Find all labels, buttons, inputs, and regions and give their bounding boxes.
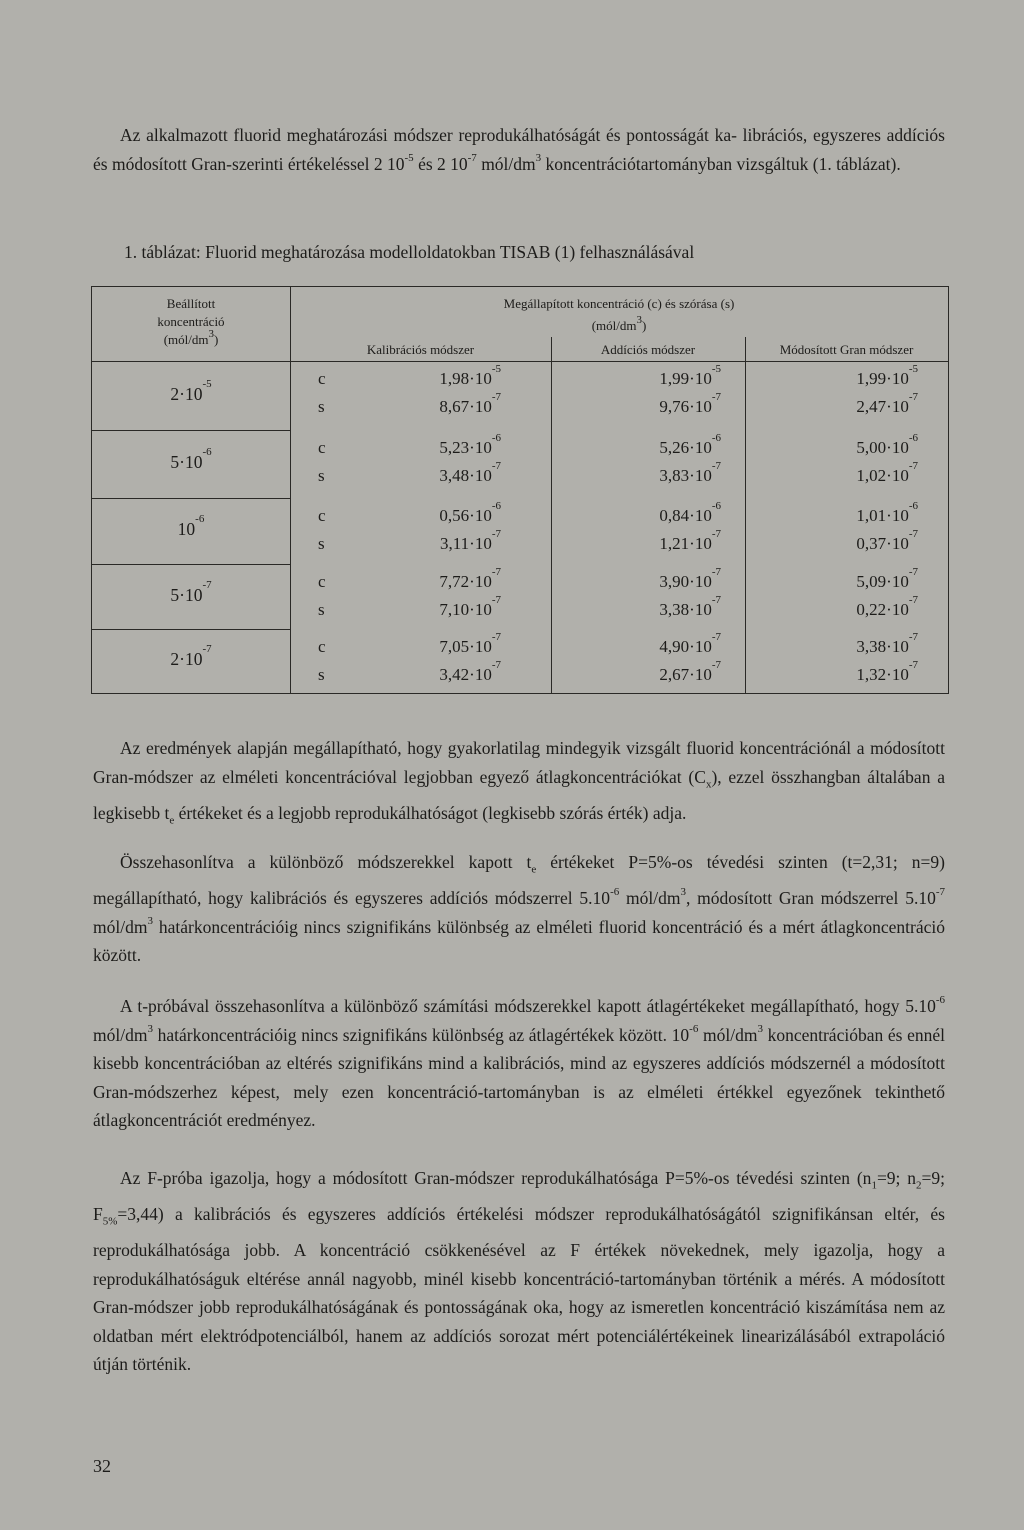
p3-exp: 3: [757, 1022, 763, 1035]
p3-text-b: mól/dm: [93, 1024, 148, 1045]
intro-line-2b: és 2 10: [413, 153, 468, 174]
intro-line-2a: librációs, egyszeres addíciós és módosított Gran-szerinti értékeléssel 2 10: [93, 125, 945, 174]
value-mantissa: 0,84·10: [659, 506, 712, 525]
std-value: [551, 594, 745, 620]
std-value: [551, 391, 745, 417]
mean-value: [551, 631, 745, 657]
value-exponent: -7: [491, 460, 501, 472]
p3-exp: -6: [689, 1022, 699, 1035]
paragraph-4: [93, 1164, 945, 1379]
mean-label: c: [318, 438, 326, 457]
p2-sub-e: e: [531, 863, 537, 876]
intro-line-3a: mól/dm: [481, 153, 536, 174]
std-value: [290, 594, 551, 620]
value-exponent: -7: [491, 391, 501, 403]
row-divider: [92, 430, 290, 431]
std-label: s: [318, 534, 325, 553]
value-mantissa: 3,38·10: [856, 637, 909, 656]
mean-value: [290, 500, 551, 526]
value-mantissa: 7,10·10: [439, 600, 492, 619]
p2-text-b: értékeket P=5%-os tévedési szinten (t=2,31; n=9) megállapítható, hogy kalibrációs és egyszeres addíciós módszerrel 5.10: [93, 852, 946, 908]
value-exponent: -7: [711, 528, 721, 540]
set-concentration: [92, 643, 290, 670]
p4-text-b: =9; n: [876, 1168, 917, 1188]
std-label: s: [318, 466, 325, 485]
header-unit: (mól/dm: [163, 332, 209, 347]
intro-exp-2: -7: [467, 151, 477, 164]
mean-value: [745, 566, 948, 592]
value-mantissa: 9,76·10: [659, 397, 712, 416]
p4-text-c: =9; F: [93, 1168, 945, 1224]
value-exponent: -6: [491, 500, 501, 512]
value-exponent: -6: [491, 432, 501, 444]
value-mantissa: 0,37·10: [856, 534, 909, 553]
value-mantissa: 8,67·10: [439, 397, 492, 416]
p4-sub: 5%: [102, 1215, 118, 1228]
value-mantissa: 1,98·10: [439, 369, 492, 388]
p2-text-f: határkoncentrációig nincs szignifikáns különbség az elméleti fluorid koncentráció és a mért átlagkoncentráció között.: [93, 916, 945, 965]
header-rule: [92, 361, 948, 362]
concentration-exponent: -7: [202, 643, 212, 655]
concentration-exponent: -6: [202, 446, 212, 458]
row-divider: [92, 629, 290, 630]
p2-exp: 3: [147, 914, 153, 927]
row-divider: [92, 498, 290, 499]
p3-text-e: koncentrációban és ennél kisebb koncentrációban az eltérés szignifikáns mind a kalibrációs, mind az egyszeres addíciós módszernél a módosított Gran-módszerhez képest, mely ezen koncentráció-tartományban is az elméleti értékkel egyezőnek tekinthető átlagkoncentrációt eredményez.: [93, 1024, 945, 1130]
value-exponent: -6: [711, 432, 721, 444]
results-table: [91, 286, 949, 694]
row-divider: [92, 564, 290, 565]
concentration-base: 5·10: [170, 584, 203, 605]
mean-value: [290, 432, 551, 458]
value-mantissa: 3,83·10: [659, 466, 712, 485]
std-value: [290, 391, 551, 417]
value-mantissa: 1,32·10: [856, 665, 909, 684]
intro-exp-1: -5: [404, 151, 414, 164]
header-line: Beállított: [166, 296, 216, 311]
value-exponent: -6: [908, 432, 918, 444]
std-value: [745, 594, 948, 620]
value-mantissa: 1,02·10: [856, 466, 909, 485]
value-exponent: -7: [908, 391, 918, 403]
p1-text-a: Az eredmények alapján megállapítható, hogy gyakorlatilag mindegyik vizsgált fluorid koncentrációnál a módosított Gran-módszer az elméleti koncentrációval legjobban egyező átlagkoncentrációkat (C: [93, 738, 945, 787]
concentration-exponent: -5: [202, 377, 212, 390]
p3-text-a: A t-próbával összehasonlítva a különböző számítási módszerekkel kapott átlagértékeket megállapítható, hogy 5.10: [120, 996, 936, 1016]
value-exponent: -7: [491, 659, 501, 671]
std-value: [290, 659, 551, 685]
concentration-exponent: -6: [195, 513, 205, 525]
value-exponent: -7: [711, 631, 721, 643]
value-exponent: -7: [908, 528, 918, 540]
p4-text-a: Az F-próba igazolja, hogy a módosított Gran-módszer reprodukálhatósága P=5%-os tévedési szinten (n: [120, 1168, 872, 1188]
value-mantissa: 5,26·10: [659, 438, 712, 457]
value-mantissa: 2,47·10: [856, 397, 909, 416]
value-exponent: -7: [711, 566, 721, 578]
concentration-base: 2·10: [170, 383, 203, 404]
value-mantissa: 3,38·10: [659, 600, 712, 619]
value-exponent: -7: [711, 460, 721, 472]
value-mantissa: 4,90·10: [659, 637, 712, 656]
header-main-unit: [290, 314, 948, 335]
intro-line-1: Az alkalmazott fluorid meghatározási módszer reprodukálhatóságát és pontosságát ka-: [120, 125, 737, 145]
p2-text-e: mól/dm: [93, 916, 148, 937]
value-mantissa: 7,05·10: [439, 637, 492, 656]
mean-value: [745, 432, 948, 458]
mean-value: [745, 631, 948, 657]
concentration-base: 10: [177, 519, 196, 539]
mean-value: [551, 566, 745, 592]
value-exponent: -5: [711, 363, 721, 375]
header-line: koncentráció: [157, 314, 225, 329]
value-exponent: -7: [711, 391, 721, 403]
p2-exp: -7: [935, 886, 945, 898]
value-mantissa: 3,11·10: [440, 534, 492, 553]
header-unit-close: ): [213, 332, 219, 347]
value-exponent: -7: [491, 594, 501, 606]
std-value: [745, 460, 948, 486]
std-value: [290, 460, 551, 486]
p4-sub: 1: [871, 1179, 877, 1192]
value-exponent: -7: [711, 594, 721, 606]
p2-exp: -6: [610, 886, 620, 898]
std-value: [745, 659, 948, 685]
value-mantissa: 1,01·10: [856, 506, 909, 525]
value-mantissa: 5,09·10: [856, 572, 909, 591]
value-exponent: -7: [491, 566, 501, 578]
p2-text-d: , módosított Gran módszerrel 5.10: [686, 888, 936, 908]
p2-text-c: mól/dm: [619, 888, 681, 908]
paragraph-2: [93, 848, 945, 970]
concentration-base: 5·10: [170, 452, 203, 472]
paragraph-1: [93, 734, 945, 835]
header-unit-exp: 3: [636, 314, 642, 326]
mean-label: c: [318, 506, 326, 525]
value-exponent: -7: [908, 594, 918, 606]
method-calibration: Kalibrációs módszer: [366, 342, 475, 357]
p1-sub-x: x: [705, 778, 712, 790]
std-value: [745, 528, 948, 554]
set-concentration: [92, 578, 290, 606]
std-label: s: [318, 397, 325, 416]
mean-value: [551, 500, 745, 526]
intro-exp-3: 3: [535, 151, 542, 164]
mean-label: c: [318, 369, 326, 388]
p2-exp: 3: [680, 886, 686, 898]
value-mantissa: 5,00·10: [856, 438, 909, 457]
mean-label: c: [318, 572, 326, 591]
value-mantissa: 2,67·10: [659, 665, 712, 684]
p3-text-d: mól/dm: [698, 1024, 758, 1045]
p1-text-b: ), ezzel összhangban általában a legkisebb t: [93, 766, 945, 823]
std-label: s: [318, 665, 325, 684]
mean-value: [290, 631, 551, 657]
paragraph-3: [93, 992, 945, 1135]
p1-sub-e: e: [169, 814, 175, 826]
p1-text-c: értékeket és a legjobb reprodukálhatóságot (legkisebb szórás érték) adja.: [174, 802, 687, 823]
mean-value: [551, 432, 745, 458]
mean-value: [290, 363, 551, 389]
value-mantissa: 1,99·10: [856, 369, 909, 388]
p2-text-a: Összehasonlítva a különböző módszerekkel kapott t: [120, 852, 532, 872]
p3-text-c: határkoncentrációig nincs szignifikáns különbség az átlagértékek között. 10: [152, 1024, 690, 1045]
header-line: [92, 328, 290, 349]
std-value: [745, 391, 948, 417]
std-value: [551, 460, 745, 486]
value-mantissa: 1,21·10: [659, 534, 712, 553]
mean-value: [745, 500, 948, 526]
value-mantissa: 3,90·10: [659, 572, 712, 591]
intro-paragraph: [93, 121, 945, 178]
mean-value: [745, 363, 948, 389]
value-mantissa: 7,72·10: [439, 572, 492, 591]
header-unit: (mól/dm: [591, 318, 637, 333]
value-exponent: -7: [908, 566, 918, 578]
std-label: s: [318, 600, 325, 619]
value-mantissa: 3,48·10: [439, 466, 492, 485]
method-addition: Addíciós módszer: [600, 342, 696, 357]
header-unit-exp: 3: [208, 328, 214, 340]
p4-text-d: =3,44) a kalibrációs és egyszeres addíciós értékelési módszer reprodukálhatóságától szignifikánsan eltér, és reprodukálhatósága jobb. A koncentráció csökkenésével az F értékek növekednek, mely igazolja, hogy a reprodukálhatóságuk eltérése annál nagyobb, minél kisebb koncentráció-tartományban történik a mérés. A módosított Gran-módszer jobb reprodukálhatóságának és pontosságának oka, hogy az ismeretlen koncentráció kiszámítása nem az oldatban mért elektródpotenciálból, hanem az addíciós sorozat mért potenciálértékeinek linearizálásából extrapoláció útján történik.: [93, 1204, 945, 1374]
std-value: [551, 528, 745, 554]
p3-exp: -6: [935, 994, 945, 1006]
mean-value: [290, 566, 551, 592]
mean-value: [551, 363, 745, 389]
header-measured: [290, 295, 948, 335]
set-concentration: [92, 377, 290, 405]
value-exponent: -6: [711, 500, 721, 512]
header-concentration: [92, 295, 290, 349]
value-mantissa: 0,56·10: [439, 506, 492, 525]
p3-exp: 3: [147, 1022, 153, 1035]
value-exponent: -6: [908, 500, 918, 512]
concentration-exponent: -7: [202, 578, 212, 591]
value-exponent: -7: [711, 659, 721, 671]
std-value: [551, 659, 745, 685]
value-mantissa: 1,99·10: [659, 369, 712, 388]
value-mantissa: 3,42·10: [439, 665, 492, 684]
method-gran: Módosított Gran módszer: [779, 342, 914, 357]
set-concentration: [92, 513, 290, 540]
p4-sub: 2: [916, 1179, 922, 1192]
value-mantissa: 5,23·10: [439, 438, 492, 457]
value-mantissa: 0,22·10: [856, 600, 909, 619]
value-exponent: -7: [908, 631, 918, 643]
page-number: 32: [93, 1456, 111, 1476]
std-value: [290, 528, 551, 554]
value-exponent: -7: [908, 460, 918, 472]
value-exponent: -7: [908, 659, 918, 671]
header-unit-close: ): [641, 318, 647, 333]
header-main-label: Megállapított koncentráció (c) és szórása (s): [503, 296, 735, 311]
mean-label: c: [318, 637, 326, 656]
value-exponent: -5: [908, 363, 918, 375]
value-exponent: -7: [491, 631, 501, 643]
concentration-base: 2·10: [170, 649, 203, 669]
set-concentration: [92, 446, 290, 473]
table-caption: 1. táblázat: Fluorid meghatározása modelloldatokban TISAB (1) felhasználásával: [124, 242, 695, 262]
value-exponent: -5: [491, 363, 501, 375]
intro-line-3b: koncentrációtartományban vizsgáltuk (1. táblázat).: [541, 153, 901, 174]
value-exponent: -7: [491, 528, 501, 540]
